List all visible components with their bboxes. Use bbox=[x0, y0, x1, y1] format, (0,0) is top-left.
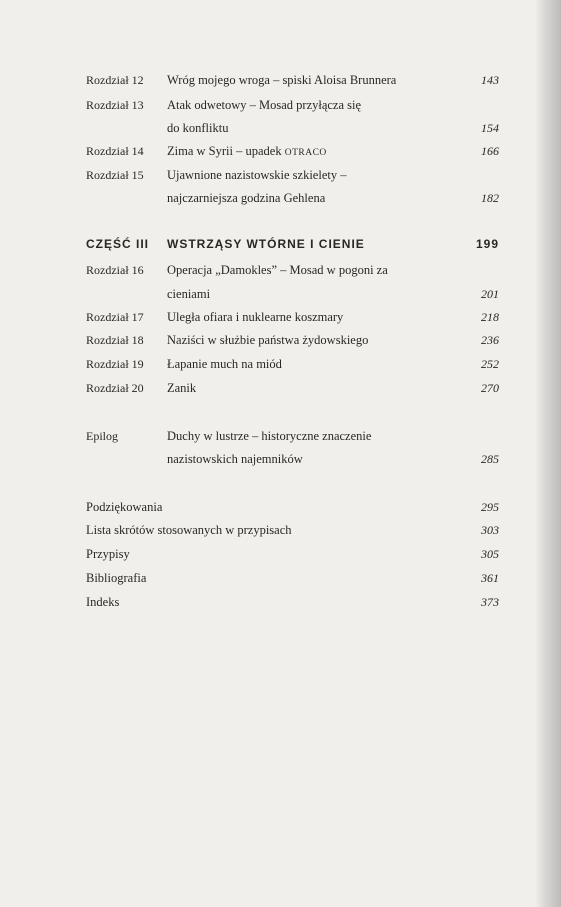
toc-entry-ch12[interactable] bbox=[0, 68, 561, 92]
chapter-title-line1: Operacja „Damokles” – Mosad w pogoni za bbox=[167, 263, 388, 277]
toc-entry-ch16[interactable] bbox=[0, 258, 561, 282]
toc-entry-epilog-cont bbox=[0, 447, 561, 471]
toc-entry-epilog[interactable] bbox=[0, 424, 561, 448]
page-number: 305 bbox=[481, 547, 499, 561]
chapter-title: Zanik bbox=[167, 381, 197, 395]
toc-entry-ch19[interactable] bbox=[0, 352, 561, 376]
toc-entry-bibliography[interactable] bbox=[0, 566, 561, 590]
page-number: 303 bbox=[481, 523, 499, 537]
chapter-title bbox=[167, 139, 327, 165]
page-number: 201 bbox=[481, 287, 499, 301]
chapter-label: Rozdział 14 bbox=[86, 144, 144, 158]
page-number: 218 bbox=[481, 310, 499, 324]
chapter-label: Rozdział 12 bbox=[86, 73, 144, 87]
toc-entry-ch15[interactable] bbox=[0, 163, 561, 187]
page-number: 154 bbox=[481, 121, 499, 135]
page-number: 295 bbox=[481, 500, 499, 514]
page-number: 361 bbox=[481, 571, 499, 585]
page-number: 143 bbox=[481, 73, 499, 87]
toc-entry-notes[interactable] bbox=[0, 542, 561, 566]
toc-entry-abbreviations[interactable] bbox=[0, 518, 561, 542]
back-matter-title: Bibliografia bbox=[86, 571, 147, 585]
page-number: 166 bbox=[481, 144, 499, 158]
epilog-label: Epilog bbox=[86, 429, 118, 443]
back-matter-title: Indeks bbox=[86, 595, 120, 609]
back-matter-title: Lista skrótów stosowanych w przypisach bbox=[86, 523, 292, 537]
page-number: 236 bbox=[481, 333, 499, 347]
toc-entry-ch13-cont bbox=[0, 116, 561, 140]
toc-entry-ch14[interactable] bbox=[0, 139, 561, 163]
toc-entry-ch13[interactable] bbox=[0, 93, 561, 117]
chapter-title-text: Zima w Syrii – upadek bbox=[167, 144, 282, 158]
chapter-title-line2: najczarniejsza godzina Gehlena bbox=[167, 191, 326, 205]
page-number: 252 bbox=[481, 357, 499, 371]
chapter-title: Naziści w służbie państwa żydowskiego bbox=[167, 333, 369, 347]
chapter-label: Rozdział 17 bbox=[86, 310, 144, 324]
toc-entry-ch18[interactable] bbox=[0, 328, 561, 352]
chapter-title: Łapanie much na miód bbox=[167, 357, 282, 371]
page-number: 373 bbox=[481, 595, 499, 609]
page-number: 285 bbox=[481, 452, 499, 466]
chapter-label: Rozdział 19 bbox=[86, 357, 144, 371]
chapter-label: Rozdział 13 bbox=[86, 98, 144, 112]
toc-entry-index[interactable] bbox=[0, 590, 561, 614]
chapter-title: Wróg mojego wroga – spiski Aloisa Brunnera bbox=[167, 73, 397, 87]
chapter-title-line1: Ujawnione nazistowskie szkielety – bbox=[167, 168, 347, 182]
chapter-label: Rozdział 20 bbox=[86, 381, 144, 395]
toc-entry-ch15-cont bbox=[0, 186, 561, 210]
chapter-label: Rozdział 15 bbox=[86, 168, 144, 182]
chapter-title-line2: cieniami bbox=[167, 287, 211, 301]
part-label: CZĘŚĆ III bbox=[86, 237, 150, 251]
acronym: OTRACO bbox=[284, 148, 327, 158]
toc-entry-ch17[interactable] bbox=[0, 305, 561, 329]
epilog-title-line1: Duchy w lustrze – historyczne znaczenie bbox=[167, 429, 372, 443]
page-number: 182 bbox=[481, 191, 499, 205]
chapter-title: Uległa ofiara i nuklearne koszmary bbox=[167, 310, 344, 324]
toc-entry-ch20[interactable] bbox=[0, 376, 561, 400]
epilog-title-line2: nazistowskich najemników bbox=[167, 452, 303, 466]
page-number: 270 bbox=[481, 381, 499, 395]
toc-part-3[interactable] bbox=[0, 232, 561, 256]
part-title: WSTRZĄSY WTÓRNE I CIENIE bbox=[167, 237, 365, 251]
back-matter-title: Podziękowania bbox=[86, 500, 163, 514]
back-matter-title: Przypisy bbox=[86, 547, 130, 561]
toc-entry-ch16-cont bbox=[0, 282, 561, 306]
chapter-label: Rozdział 18 bbox=[86, 333, 144, 347]
page-number: 199 bbox=[475, 237, 499, 251]
chapter-label: Rozdział 16 bbox=[86, 263, 144, 277]
chapter-title-line1: Atak odwetowy – Mosad przyłącza się bbox=[167, 98, 362, 112]
toc-entry-acknowledgements[interactable] bbox=[0, 495, 561, 519]
chapter-title-line2: do konfliktu bbox=[167, 121, 229, 135]
